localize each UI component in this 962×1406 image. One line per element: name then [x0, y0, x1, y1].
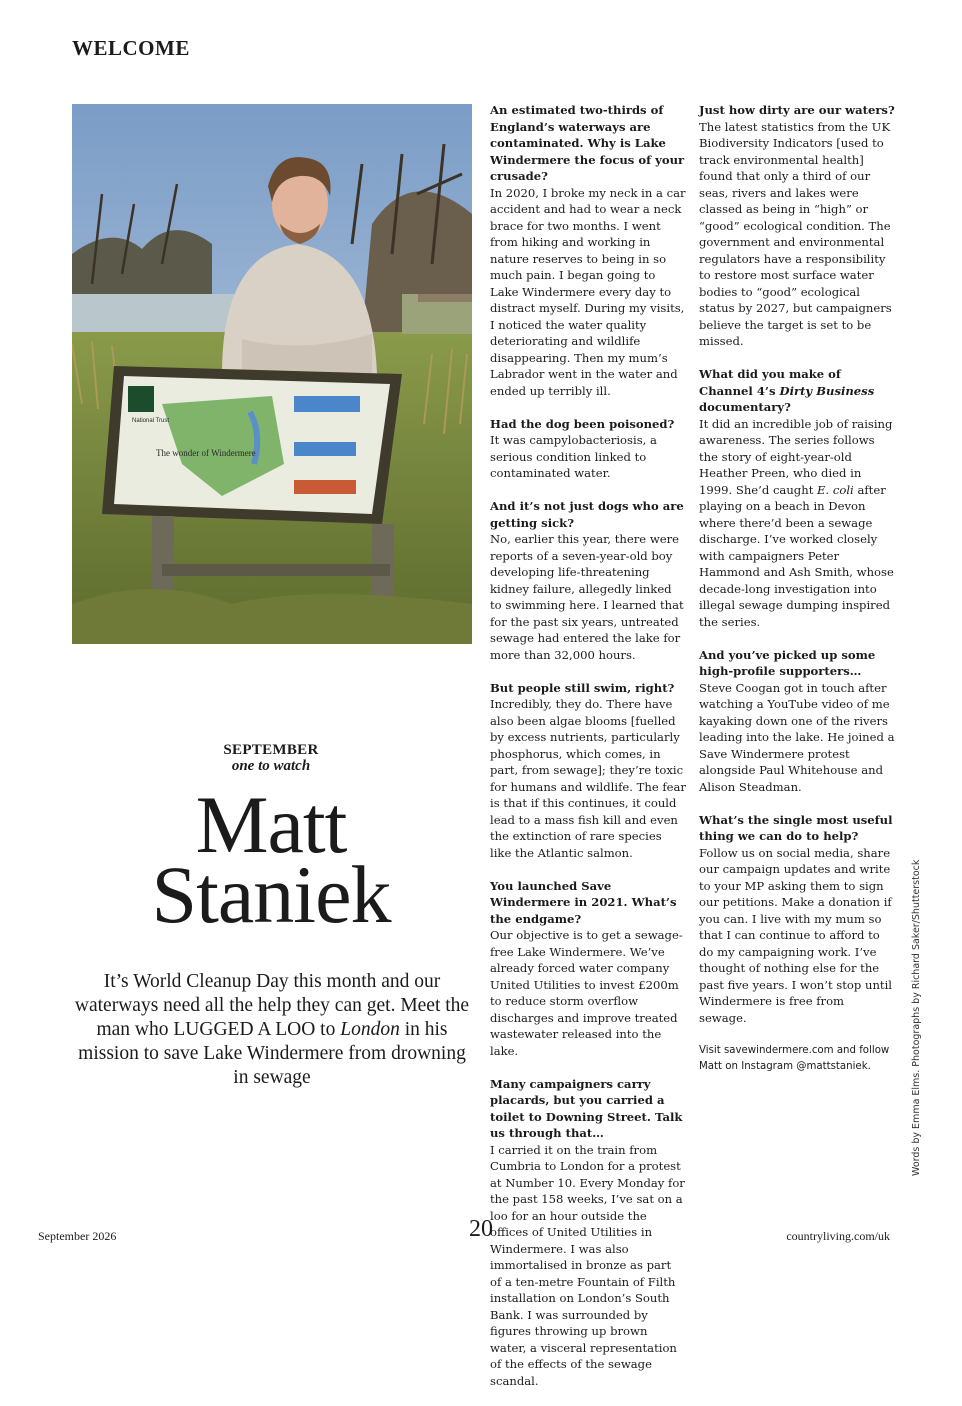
section-label: WELCOME	[72, 36, 190, 60]
kicker-month: SEPTEMBER	[223, 742, 319, 758]
qa-4	[490, 680, 686, 862]
answer-10: Follow us on social media, share our campaign updates and write to your MP asking them to sign our petitions. Make a donation if you can. I live with my mum so that I can continue to afford to do my campaigning work. I’ve thought of nothing else for the past five years. I won’t stop until Windermere is free from sewage.	[699, 845, 893, 1025]
standfirst-italic: London	[340, 1019, 400, 1040]
qa-5	[490, 878, 686, 1060]
footer-date: September 2026	[38, 1229, 117, 1243]
answer-1: In 2020, I broke my neck in a car accident and had to wear a neck brace for two months. I went from hiking and working in nature reserves to being in so much pain. I began going to Lake Windermere every day to distract myself. During my visits, I noticed the water quality deteriorating and wildlife disappearing. Then my mum’s Labrador went in the water and ended up terribly ill.	[490, 185, 686, 398]
standfirst-part-2: in his mission to save Lake Windermere from drowning in sewage	[78, 1019, 466, 1088]
question-8	[699, 366, 895, 416]
kicker	[72, 742, 470, 775]
question-3: And it’s not just dogs who are getting sick?	[490, 499, 684, 530]
question-8-part-2: documentary?	[699, 400, 791, 414]
headline-first-name: Matt	[195, 779, 347, 870]
answer-6: I carried it on the train from Cumbria to London for a protest at Number 10. Every Monday for the past 158 weeks, I’ve sat on a loo for an hour outside the offices of United Utilities in Windermere. I was also immortalised in bronze as part of a ten-metre Fountain of Filth installation on London’s South Bank. I was surrounded by figures throwing up brown water, a visceral representation of the effects of the sewage scandal.	[490, 1142, 685, 1388]
qa-9	[699, 647, 895, 796]
kicker-subtitle: one to watch	[231, 758, 311, 774]
qa-7	[699, 102, 895, 350]
sign-org: National Trust	[132, 418, 170, 424]
follow-credit: Visit savewindermere.com and follow Matt on Instagram @mattstaniek.	[699, 1044, 890, 1072]
answer-2: It was campylobacteriosis, a serious condition linked to contaminated water.	[490, 433, 657, 480]
answer-8-part-2: after playing on a beach in Devon where there’d been a sewage discharge. I’ve worked closely with campaigners Peter Hammond and Ash Smith, whose decade-long investigation into illegal sewage dumping inspired the series.	[699, 482, 894, 629]
answer-3: No, earlier this year, there were reports of a seven-year-old boy developing life-threatening kidney failure, allegedly linked to swimming here. I learned that for the past six years, untreated sewage had entered the lake for more than 32,000 hours.	[490, 532, 684, 662]
question-1: An estimated two-thirds of England’s waterways are contaminated. Why is Lake Windermere the focus of your crusade?	[490, 103, 685, 183]
question-8-italic: Dirty Business	[779, 383, 875, 398]
question-9: And you’ve picked up some high-profile supporters…	[699, 647, 876, 678]
interview-column-1	[490, 102, 686, 1406]
answer-8-italic: E. coli	[817, 482, 854, 497]
answer-8	[699, 417, 894, 629]
footer-website: countryliving.com/uk	[786, 1229, 890, 1243]
answer-5: Our objective is to get a sewage-free Lake Windermere. We’ve already forced water company United Utilities to invest £200m to reduce storm overflow discharges and improve treated wastewater released into the lake.	[490, 928, 683, 1058]
question-7: Just how dirty are our waters?	[699, 103, 895, 117]
photo-credit: Words by Emma Elms. Photographs by Richard Saker/Shutterstock	[911, 859, 922, 1176]
question-6: Many campaigners carry placards, but you carried a toilet to Downing Street. Talk us through that…	[490, 1076, 683, 1140]
page-number: 20	[469, 1216, 493, 1242]
question-5: You launched Save Windermere in 2021. What’s the endgame?	[490, 878, 677, 926]
question-4: But people still swim, right?	[490, 680, 675, 695]
standfirst-part-1: It’s World Cleanup Day this month and our waterways need all the help they can get. Meet the man who LUGGED A LOO to	[74, 971, 470, 1040]
standfirst	[72, 970, 472, 1090]
headline-name	[72, 779, 470, 940]
answer-8-part-1: It did an incredible job of raising awareness. The series follows the story of eight-year-old Heather Preen, who died in 1999. She’d caught	[699, 416, 893, 497]
answer-7: The latest statistics from the UK Biodiversity Indicators [used to track environmental health] found that only a third of our seas, rivers and lakes were classed as being in “high” or “good” ecological condition. The government and environmental regulators have a responsibility to restore most surface water bodies to “good” ecological status by 2027, but campaigners believe the target is set to be missed.	[699, 119, 892, 348]
question-10: What’s the single most useful thing we can do to help?	[699, 812, 893, 843]
qa-2	[490, 416, 686, 482]
sign-title: The wonder of Windermere	[156, 448, 256, 458]
qa-3	[490, 498, 686, 663]
answer-9: Steve Coogan got in touch after watching a YouTube video of me kayaking down one of the rivers leading into the lake. He joined a Save Windermere protest alongside Paul Whitehouse and Alison Steadman.	[699, 680, 895, 794]
headline-last-name: Staniek	[151, 849, 391, 940]
interview-column-2	[699, 102, 895, 1091]
question-2: Had the dog been poisoned?	[490, 416, 675, 431]
qa-8	[699, 366, 895, 630]
answer-4: Incredibly, they do. There have also been algae blooms [fuelled by excess nutrients, particularly phosphorus, which comes, in part, from sewage]; they’re toxic for humans and wildlife. The fear is that if this continues, it could lead to a mass fish kill and even the extinction of rare species like the Atlantic salmon.	[490, 697, 686, 860]
qa-1	[490, 102, 686, 399]
portrait-photo	[72, 104, 472, 644]
qa-10	[699, 812, 895, 1027]
question-8-part-1: What did you make of Channel 4’s	[699, 367, 841, 398]
